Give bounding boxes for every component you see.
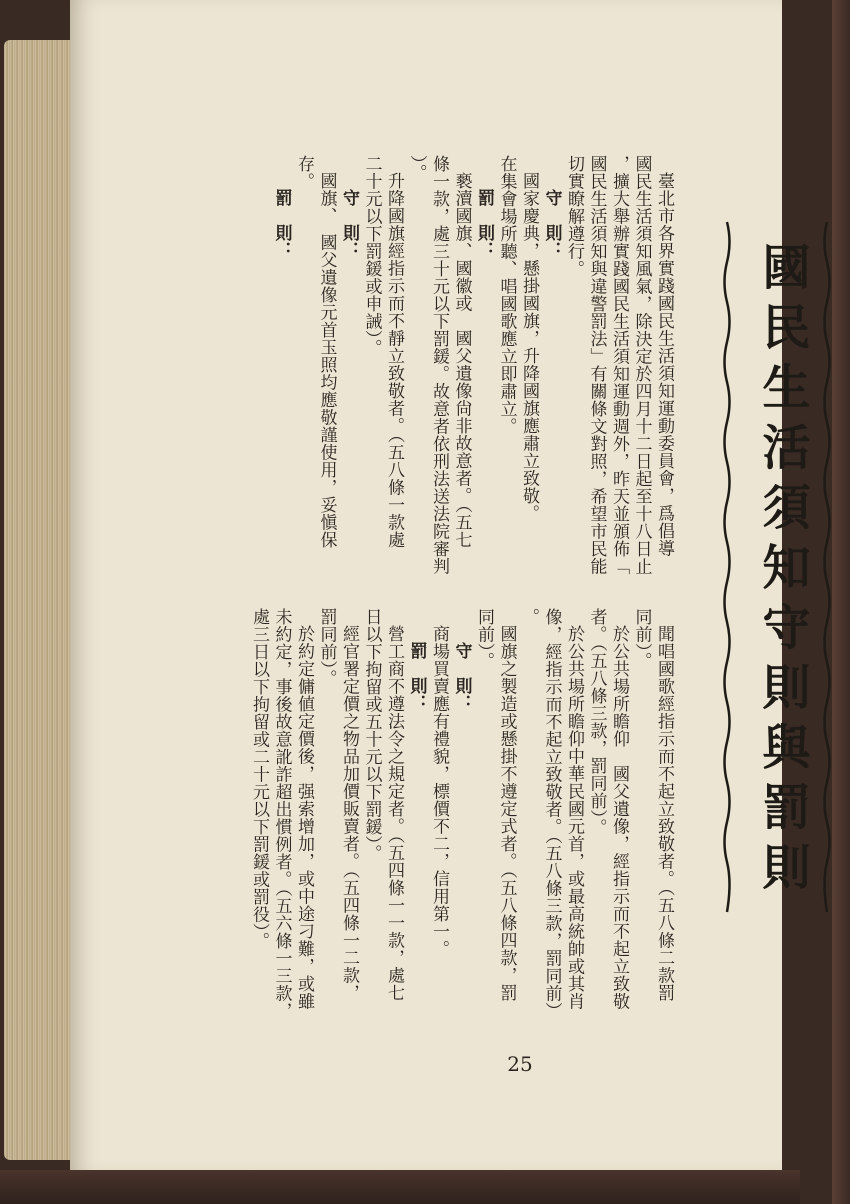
text-column: 國民生活須知與違警罰法」有關條文對照，希望市民能 bbox=[586, 155, 607, 575]
section-heading: 罰 則： bbox=[271, 189, 292, 259]
book-page bbox=[70, 0, 810, 1172]
text-column: 存。 bbox=[294, 155, 314, 190]
text-column: 聞唱國歌經指示而不起立致敬者。（五八條二款罰 bbox=[654, 625, 674, 1002]
text-column: 者。（五八條三款，罰同前）。 bbox=[586, 608, 607, 836]
text-column: 國民生活須知風氣，除決定於四月十二日起至十八日止 bbox=[631, 155, 652, 575]
wavy-border-right bbox=[822, 222, 832, 912]
page-number: 25 bbox=[507, 1052, 533, 1076]
text-column: 罰同前）。 bbox=[316, 608, 337, 687]
text-column: 條一款，處三十元以下罰鍰。故意者依刑法送法院審判 bbox=[429, 155, 449, 575]
text-column: 同前）。 bbox=[631, 608, 652, 670]
text-column: 處三日以下拘留或二十元以下罰鍰或罰役）。 bbox=[249, 608, 269, 950]
book-bottom-edge bbox=[0, 1170, 800, 1204]
book-cover-edge bbox=[832, 0, 850, 1204]
section-heading: 守 則： bbox=[339, 189, 359, 259]
title-frame bbox=[722, 222, 850, 912]
text-column: 國家慶典，懸掛國旗，升降國旗應肅立致敬。 bbox=[519, 172, 539, 522]
section-heading: 罰 則： bbox=[474, 189, 494, 259]
text-column: 國旗、 國父遺像元首玉照均應敬謹使用，妥愼保 bbox=[316, 172, 337, 549]
text-column: ，擴大舉辦實踐國民生活須知運動週外，昨天並頒佈「 bbox=[609, 155, 629, 575]
text-column: 營工商不遵法令之規定者。（五四條一一款，處七 bbox=[384, 625, 404, 1002]
text-column: 未約定，事後故意訛詐超出慣例者。（五六條一三款， bbox=[271, 608, 292, 1020]
text-column: 二十元以下罰鍰或申誡）。 bbox=[361, 155, 382, 357]
text-column: 褻瀆國旗、國徽或 國父遺像尙非故意者。（五七 bbox=[451, 172, 472, 549]
text-column: 同前）。 bbox=[474, 608, 494, 670]
text-column: 日以下拘留或五十元以下罰鍰）。 bbox=[361, 608, 382, 862]
text-column: 於公共場所瞻仰 國父遺像，經指示而不起立致敬 bbox=[609, 625, 629, 1010]
text-column: 像，經指示而不起立致敬者。（五八條三款，罰同前） bbox=[541, 608, 562, 1020]
text-column: 臺北市各界實踐國民生活須知運動委員會，爲倡導 bbox=[654, 172, 674, 557]
wavy-border-left bbox=[722, 222, 732, 912]
text-column: 國旗之製造或懸掛不遵定式者。（五八條四款，罰 bbox=[496, 625, 517, 1002]
text-column: 於約定傭値定價後，强索增加，或中途刁難，或雖 bbox=[294, 625, 314, 1010]
section-heading: 罰 則： bbox=[406, 642, 427, 712]
text-column: 商場買賣應有禮貌，標價不二，信用第一。 bbox=[429, 625, 449, 958]
text-column: ）。 bbox=[406, 155, 427, 182]
text-column: 於公共場所瞻仰中華民國元首，或最高統帥或其肖 bbox=[564, 625, 584, 1010]
section-heading: 守 則： bbox=[451, 642, 472, 712]
text-column: 。 bbox=[519, 608, 539, 626]
text-column: 經官署定價之物品加價販賣者。（五四條一二款， bbox=[339, 625, 359, 1002]
text-column: 在集會場所聽、唱國歌應立即肅立。 bbox=[496, 155, 517, 435]
text-column: 切實瞭解遵行。 bbox=[564, 155, 584, 278]
section-heading: 守 則： bbox=[541, 189, 562, 259]
lower-text-block bbox=[210, 608, 675, 1028]
article-title: 國民生活須知守則與罰則 bbox=[754, 242, 810, 902]
text-column: 升降國旗經指示而不靜立致敬者。（五八條一款處 bbox=[384, 172, 404, 549]
upper-text-block bbox=[215, 155, 675, 595]
page-edges bbox=[4, 40, 74, 1160]
